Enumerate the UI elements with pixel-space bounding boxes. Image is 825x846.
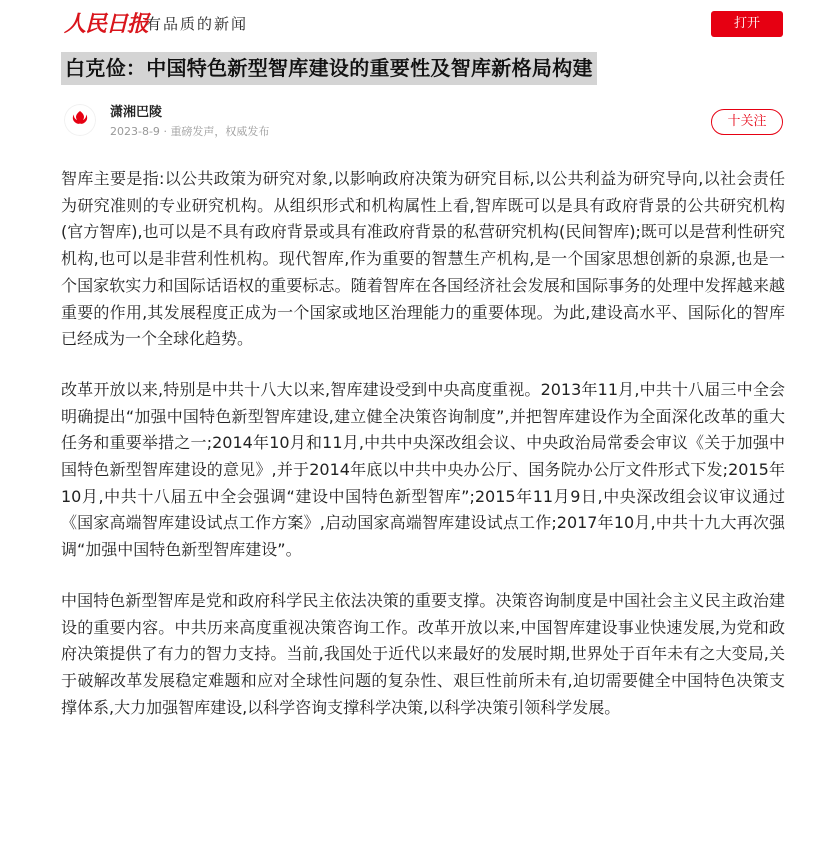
meta-separator: · xyxy=(163,125,167,138)
top-bar xyxy=(0,0,825,48)
post-meta xyxy=(110,124,269,140)
article-paragraph-1: 智库主要是指:以公共政策为研究对象,以影响政府决策为研究目标,以公共利益为研究导向,以社会责任为研究准则的专业研究机构。从组织形式和机构属性上看,智库既可以是具有政府背景的公共研究机构(官方智库),也可以是不具有政府背景或具有准政府背景的私营研究机构(民间智库);既可以是营利性研究机构,也可以是非营利性机构。现代智库,作为重要的智慧生产机构,是一个国家思想创新的泉源,也是一个国家软实力和国际话语权的重要标志。随着智库在各国经济社会发展和国际事务的处理中发挥越来越重要的作用,其发展程度正成为一个国家或地区治理能力的重要体现。为此,建设高水平、国际化的智库已经成为一个全球化趋势。 xyxy=(61,169,785,349)
article-paragraph-2: 改革开放以来,特别是中共十八大以来,智库建设受到中央高度重视。2013年11月,中共十八届三中全会明确提出“加强中国特色新型智库建设,建立健全决策咨询制度”,并把智库建设作为全面深化改革的重大任务和重要举措之一;2014年10月和11月,中共中央深改组会议、中央政治局常委会审议《关于加强中国特色新型智库建设的意见》,并于2014年底以中共中央办公厅、国务院办公厅文件形式下发;2015年10月,中共十八届五中全会强调“建设中国特色新型智库”;2015年11月9日,中央深改组会议审议通过《国家高端智库建设试点工作方案》,启动国家高端智库建设试点工作;2017年10月,中共十九大再次强调“加强中国特色新型智库建设”。 xyxy=(61,379,785,560)
author-avatar[interactable] xyxy=(64,104,96,136)
article-title: 白克俭：中国特色新型智库建设的重要性及智库新格局构建 xyxy=(61,52,597,85)
post-date: 2023-8-9 xyxy=(110,125,160,138)
people-daily-logo[interactable]: 人民日报 xyxy=(64,11,149,37)
open-app-button[interactable]: 打开 xyxy=(711,11,783,37)
article-paragraph-3: 中国特色新型智库是党和政府科学民主依法决策的重要支撑。决策咨询制度是中国社会主义民主政治建设的重要内容。中共历来高度重视决策咨询工作。改革开放以来,中国智库建设事业快速发展,为党和政府决策提供了有力的智力支持。当前,我国处于近代以来最好的发展时期,世界处于百年未有之大变局,关于破解改革发展稳定难题和应对全球性问题的复杂性、艰巨性前所未有,迫切需要健全中国特色决策支撑体系,大力加强智库建设,以科学咨询支撑科学决策,以科学决策引领科学发展。 xyxy=(61,590,785,717)
avatar-emblem-icon xyxy=(64,104,96,136)
author-tagline: 重磅发声，权威发布 xyxy=(170,125,270,138)
follow-button[interactable]: 十关注 xyxy=(711,109,783,135)
article-body xyxy=(61,166,785,745)
author-name[interactable]: 潇湘巴陵 xyxy=(110,105,163,120)
brand-slogan: 有品质的新闻 xyxy=(146,15,249,33)
